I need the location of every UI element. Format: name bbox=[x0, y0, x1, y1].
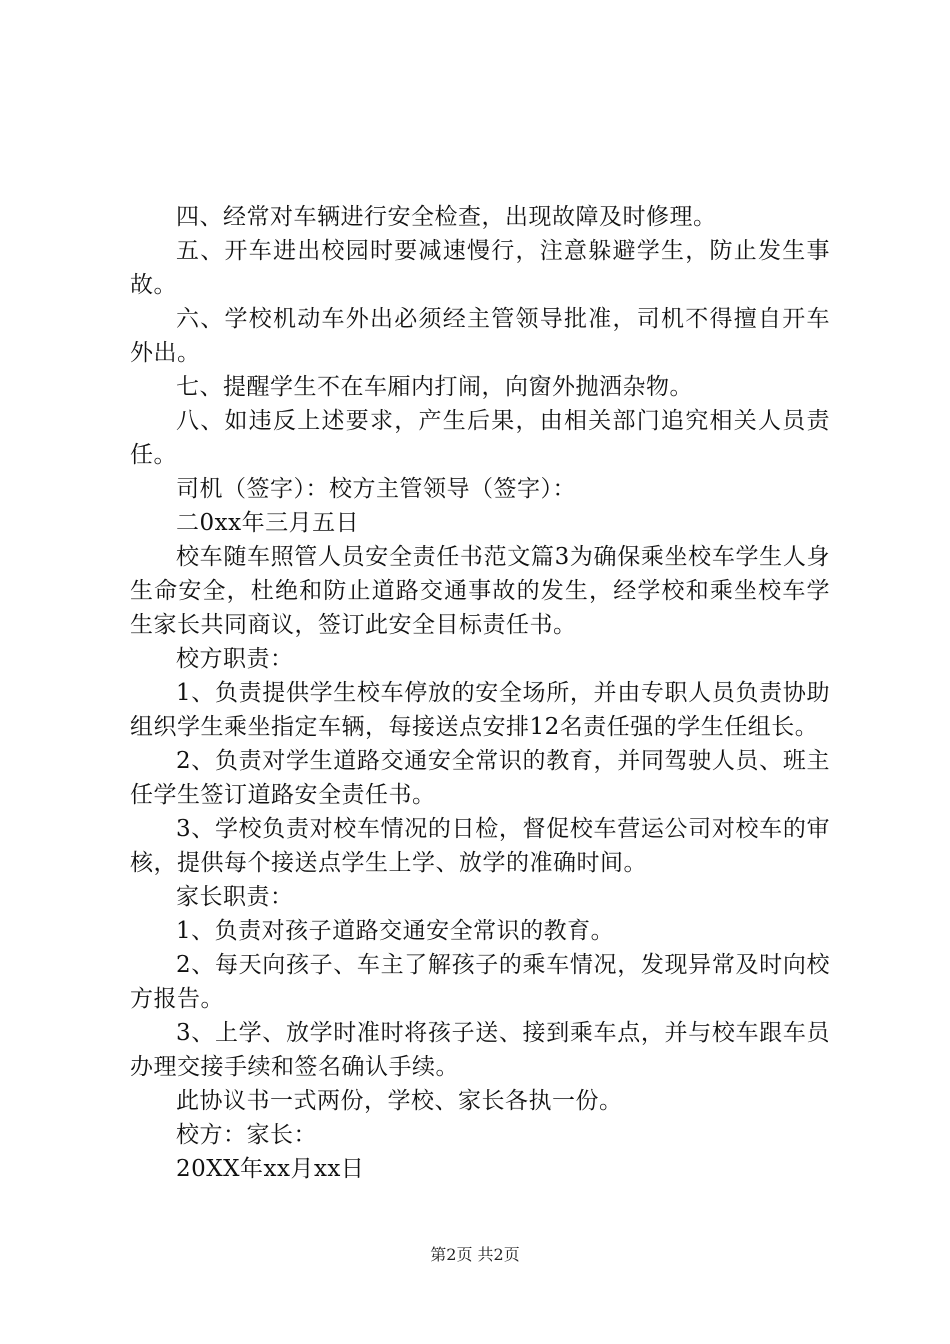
paragraph: 五、开车进出校园时要减速慢行，注意躲避学生，防止发生事故。 bbox=[130, 238, 830, 298]
paragraph: 2、负责对学生道路交通安全常识的教育，并同驾驶人员、班主任学生签订道路安全责任书。 bbox=[130, 748, 830, 808]
signature-line: 司机（签字）：校方主管领导（签字）： bbox=[176, 476, 576, 502]
paragraph: 四、经常对车辆进行安全检查，出现故障及时修理。 bbox=[176, 204, 717, 230]
paragraph: 八、如违反上述要求，产生后果，由相关部门追究相关人员责任。 bbox=[130, 408, 830, 468]
paragraph: 3、学校负责对校车情况的日检，督促校车营运公司对校车的审核，提供每个接送点学生上学、放学的准确时间。 bbox=[130, 816, 830, 876]
paragraph: 此协议书一式两份，学校、家长各执一份。 bbox=[176, 1088, 623, 1114]
date-line: 二0xx年三月五日 bbox=[176, 510, 360, 536]
page-footer: 第2页 共2页 bbox=[430, 1245, 520, 1264]
paragraph: 1、负责对孩子道路交通安全常识的教育。 bbox=[176, 918, 615, 944]
document-body bbox=[130, 200, 830, 1186]
paragraph: 1、负责提供学生校车停放的安全场所，并由专职人员负责协助组织学生乘坐指定车辆，每接送点安排12名责任强的学生任组长。 bbox=[130, 680, 830, 740]
paragraph: 六、学校机动车外出必须经主管领导批准，司机不得擅自开车外出。 bbox=[130, 306, 830, 366]
paragraph: 校车随车照管人员安全责任书范文篇3为确保乘坐校车学生人身生命安全，杜绝和防止道路交通事故的发生，经学校和乘坐校车学生家长共同商议，签订此安全目标责任书。 bbox=[130, 544, 830, 638]
section-heading: 家长职责： bbox=[176, 884, 294, 910]
paragraph: 2、每天向孩子、车主了解孩子的乘车情况，发现异常及时向校方报告。 bbox=[130, 952, 830, 1012]
date-line: 20XX年xx月xx日 bbox=[176, 1156, 365, 1182]
signature-line: 校方：家长： bbox=[176, 1122, 317, 1148]
paragraph: 3、上学、放学时准时将孩子送、接到乘车点，并与校车跟车员办理交接手续和签名确认手续。 bbox=[130, 1020, 830, 1080]
section-heading: 校方职责： bbox=[176, 646, 294, 672]
paragraph: 七、提醒学生不在车厢内打闹，向窗外抛洒杂物。 bbox=[176, 374, 693, 400]
